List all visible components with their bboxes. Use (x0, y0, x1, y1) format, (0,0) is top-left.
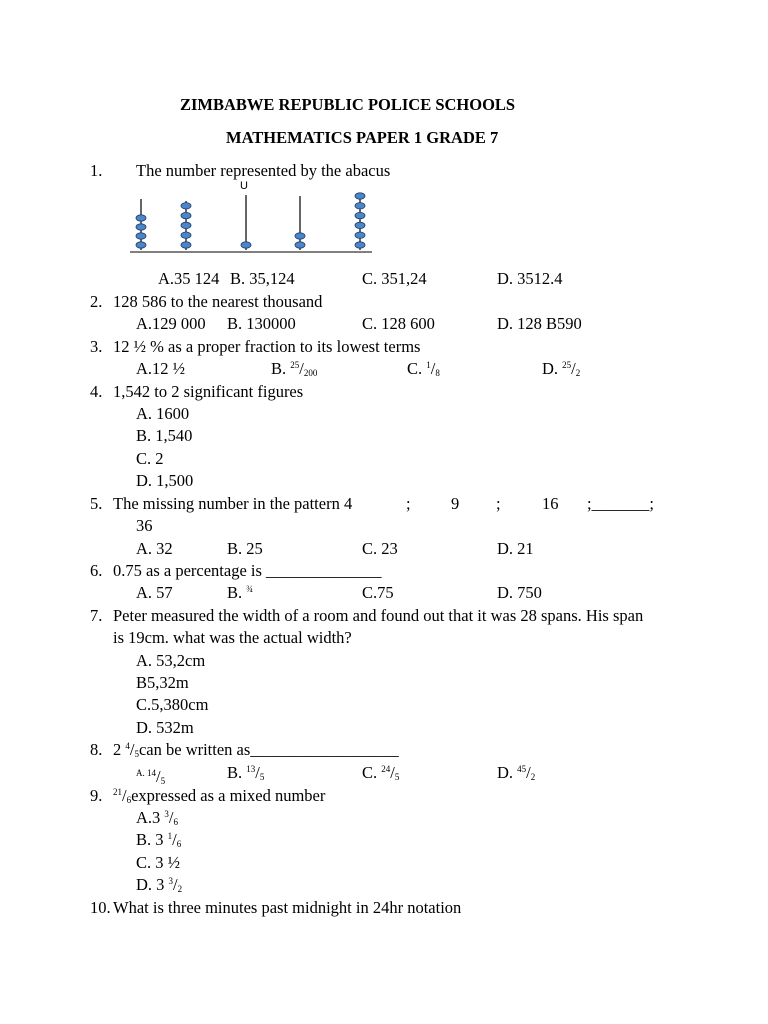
pattern-separator: ; (406, 494, 411, 513)
q7-option-d: D. 532m (136, 718, 194, 737)
q6-option-a: A. 57 (136, 583, 173, 602)
question-6-text: 0.75 as a percentage is ______________ (113, 561, 382, 580)
q8-option-d: D. $^{45}/_2$ (497, 763, 536, 782)
question-9-number: 9. (90, 786, 103, 805)
abacus-bead (181, 232, 191, 238)
q5-option-b: B. 25 (227, 539, 263, 558)
q6-option-c: C.75 (362, 583, 394, 602)
q6-option-b: B. $^{\frac{3}{4}}$ (227, 583, 254, 602)
pattern-term: 16 (542, 494, 559, 513)
abacus-bead (181, 242, 191, 248)
q4-option-a: A. 1600 (136, 404, 190, 423)
question-2-number: 2. (90, 292, 103, 311)
abacus-bead (241, 242, 251, 248)
q7-option-c: C.5,380cm (136, 695, 209, 714)
abacus-bead (181, 212, 191, 218)
q5-option-a: A. 32 (136, 539, 173, 558)
q2-option-d: D. 128 B590 (497, 314, 582, 333)
abacus-bead (181, 222, 191, 228)
q4-option-b: B. 1,540 (136, 426, 193, 445)
question-2-text: 128 586 to the nearest thousand (113, 292, 323, 311)
question-3-number: 3. (90, 337, 103, 356)
question-9-text: $^{21}/_6expressed$ as a mixed number (113, 786, 326, 805)
abacus-bead (355, 242, 365, 248)
abacus-units-label: U (240, 180, 248, 192)
q9-option-b: B. 3 $^1/_6$ (136, 830, 182, 849)
abacus-bead (355, 232, 365, 238)
pattern-term: 9 (451, 494, 460, 513)
abacus-bead (136, 215, 146, 221)
q5-option-d: D. 21 (497, 539, 534, 558)
q4-option-d: D. 1,500 (136, 471, 194, 490)
q9-option-c: C. 3 ½ (136, 853, 181, 872)
question-1-text: The number represented by the abacus (136, 161, 391, 180)
q8-option-c: C. $^{24}/_5$ (362, 763, 400, 782)
q1-option-a: A.35 124 (158, 269, 220, 288)
q9-option-a: A.3 $^3/_6$ (136, 808, 179, 827)
abacus-bead (295, 233, 305, 239)
question-6-number: 6. (90, 561, 103, 580)
q4-option-c: C. 2 (136, 449, 164, 468)
q8-option-b: B. $^{13}/_5$ (227, 763, 265, 782)
question-3-text: 12 ½ % as a proper fraction to its lowest terms (113, 337, 421, 356)
q2-option-b: B. 130000 (227, 314, 296, 333)
abacus-bead (295, 242, 305, 248)
abacus-bead (355, 222, 365, 228)
q3-option-d: D. $^{25}/_2$ (542, 359, 581, 378)
abacus-bead (355, 212, 365, 218)
question-7-text-cont: is 19cm. what was the actual width? (113, 628, 352, 647)
question-10-text: What is three minutes past midnight in 24hr notation (113, 898, 462, 917)
question-7-number: 7. (90, 606, 103, 625)
question-7-text: Peter measured the width of a room and found out that it was 28 spans. His span (113, 606, 644, 625)
q3-option-c: C. $^1/_8$ (407, 359, 440, 378)
school-title: ZIMBABWE REPUBLIC POLICE SCHOOLS (180, 95, 516, 114)
q8-option-a: $^{A.}$ $^{14}/_5$ (136, 767, 166, 786)
abacus-bead (355, 193, 365, 199)
q2-option-c: C. 128 600 (362, 314, 435, 333)
q3-option-b: B. $^{25}/_{200}$ (271, 359, 318, 378)
question-5-number: 5. (90, 494, 103, 513)
abacus-bead (181, 203, 191, 209)
pattern-separator: ; (496, 494, 501, 513)
abacus-bead (136, 233, 146, 239)
q7-option-a: A. 53,2cm (136, 651, 206, 670)
q9-option-d: D. 3 $^3/_2$ (136, 875, 183, 894)
question-1-number: 1. (90, 161, 103, 180)
question-5-text: The missing number in the pattern 4 (113, 494, 353, 513)
abacus-bead (136, 224, 146, 230)
q1-option-c: C. 351,24 (362, 269, 427, 288)
q6-option-d: D. 750 (497, 583, 542, 602)
question-8-number: 8. (90, 740, 103, 759)
question-4-text: 1,542 to 2 significant figures (113, 382, 304, 401)
q7-option-b: B5,32m (136, 673, 189, 692)
question-4-number: 4. (90, 382, 103, 401)
abacus-bead (136, 242, 146, 248)
q3-option-a: A.12 ½ (136, 359, 186, 378)
q1-option-d: D. 3512.4 (497, 269, 563, 288)
q2-option-a: A.129 000 (136, 314, 206, 333)
question-10-number: 10. (90, 898, 111, 917)
abacus-bead (355, 203, 365, 209)
paper-title: MATHEMATICS PAPER 1 GRADE 7 (226, 128, 499, 147)
q1-option-b: B. 35,124 (230, 269, 295, 288)
q5-option-c: C. 23 (362, 539, 398, 558)
question-5-text-cont: 36 (136, 516, 153, 535)
question-8-text: 2 $^4/_5can$ be written as__________________ (113, 740, 399, 759)
pattern-blank: ;_______; (587, 494, 654, 513)
